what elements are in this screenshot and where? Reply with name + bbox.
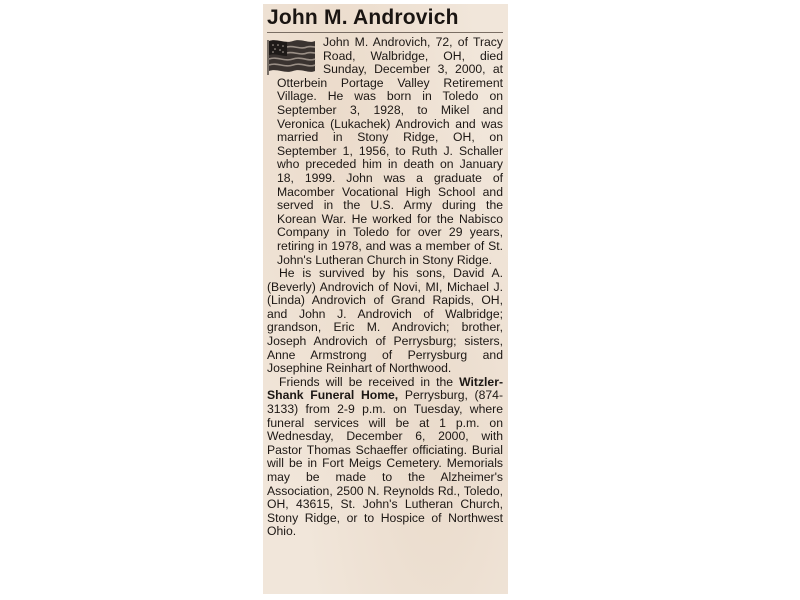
- obituary-body: [267, 36, 503, 539]
- headline-rule: [267, 32, 503, 33]
- services-details-text: Perrysburg, (874-3133) from 2-9 p.m. on Tuesday, where funeral services will be at 1 p.m. on Wednesday, December 6, 2000, with Pastor Thomas Schaeffer officiating. Burial will be in Fort Meigs Cemetery. Memorials may be made to the Alzheimer's Association, 2500 N. Reynolds Rd., Toledo, OH, 43615, St. John's Lutheran Church, Stony Ridge, or to Hospice of Northwest Ohio.: [267, 388, 504, 539]
- services-intro-text: Friends will be received in the: [279, 374, 454, 389]
- funeral-home-name: Witzler-Shank Funeral Home,: [267, 374, 504, 403]
- american-flag-icon: [267, 38, 317, 76]
- obituary-headline: John M. Androvich: [267, 6, 459, 29]
- obituary-paragraph-life: John M. Androvich, 72, of Tracy Road, Walbridge, OH, died Sunday, December 3, 2000, at Otterbein Portage Valley Retirement Village. He was born in Toledo on September 3, 1928, to Mikel and Veronica (Lukachek) Androvich and was married in Stony Ridge, OH, on September 1, 1956, to Ruth J. Schaller who preceded him in death on January 18, 1999. John was a graduate of Macomber Vocational High School and served in the U.S. Army during the Korean War. He worked for the Nabisco Company in Toledo for over 29 years, retiring in 1978, and was a member of St. John's Lutheran Church in Stony Ridge.: [277, 35, 503, 267]
- obituary-paragraph-survivors: He is survived by his sons, David A. (Beverly) Androvich of Novi, MI, Michael J. (Linda) Androvich of Grand Rapids, OH, and John J. Androvich of Walbridge; grandson, Eric M. Androvich; brother, Joseph Androvich of Perrysburg; sisters, Anne Armstrong of Perrysburg and Josephine Reinhart of Northwood.: [267, 266, 503, 376]
- obituary-paragraph-services: [267, 376, 503, 539]
- obituary-clipping: [263, 4, 508, 594]
